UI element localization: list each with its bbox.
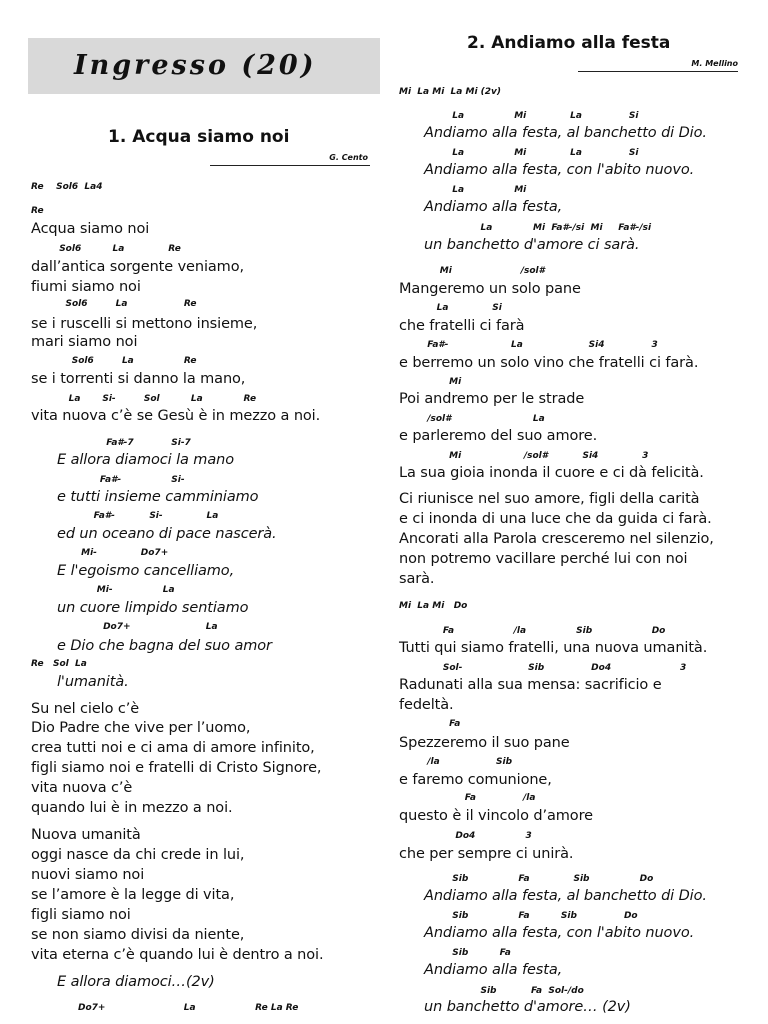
chord-line: Fa#-7 Si-7	[31, 438, 191, 448]
chord-line: Fa /la Sib Do	[399, 626, 666, 636]
lyric-line: E allora diamoci la mano	[57, 452, 234, 468]
chord-line: Do7+ La	[31, 622, 218, 632]
chord-line: Mi	[399, 377, 462, 387]
lyric-line: E l'egoismo cancelliamo,	[57, 563, 235, 579]
lyric-line: l'umanità.	[57, 674, 129, 690]
chord-line: Sib Fa Sol-/do	[399, 986, 584, 996]
lyric-line: vita nuova c’è	[31, 780, 133, 796]
chord-line: Fa#- Si- La	[31, 511, 219, 521]
lyric-line: mari siamo noi	[31, 334, 138, 350]
lyric-line: oggi nasce da chi crede in lui,	[31, 847, 245, 863]
lyric-line: nuovi siamo noi	[31, 867, 145, 883]
lyric-line: Andiamo alla festa, al banchetto di Dio.	[424, 125, 707, 141]
lyric-line: vita eterna c’è quando lui è dentro a noi.	[31, 947, 324, 963]
lyric-line: Radunati alla sua mensa: sacrificio e	[399, 677, 662, 693]
lyric-line: vita nuova c’è se Gesù è in mezzo a noi.	[31, 408, 321, 424]
lyric-line: e Dio che bagna del suo amor	[57, 638, 272, 654]
lyric-line: questo è il vincolo d’amore	[399, 808, 593, 824]
lyric-line: Andiamo alla festa,	[424, 199, 563, 215]
chord-line: Re Sol6 La4	[31, 182, 103, 192]
chord-line: Mi La Mi Do	[399, 601, 468, 611]
chord-line: Mi La Mi La Mi (2v)	[399, 87, 502, 97]
section-title: Ingresso (20)	[74, 50, 317, 81]
chord-line: La Si- Sol La Re	[31, 394, 257, 404]
chord-line: La Si	[399, 303, 502, 313]
lyric-line: che fratelli ci farà	[399, 318, 525, 334]
chord-line: Fa /la	[399, 793, 536, 803]
chord-line: La Mi Fa#-/si Mi Fa#-/si	[399, 223, 652, 233]
chord-line: Mi- La	[31, 585, 175, 595]
lyric-line: Spezzeremo il suo pane	[399, 735, 570, 751]
lyric-line: Poi andremo per le strade	[399, 391, 585, 407]
chord-line: Do7+ La Re La Re	[31, 1003, 299, 1013]
chord-line: Sib Fa Sib Do	[399, 874, 654, 884]
lyric-line: se non siamo divisi da niente,	[31, 927, 245, 943]
song1-title-rule	[210, 165, 370, 166]
chord-line: Mi /sol#	[399, 266, 545, 276]
song2-title-rule	[578, 71, 738, 72]
chord-line: Sol- Sib Do4 3	[399, 663, 687, 673]
chord-line: La Mi	[399, 185, 527, 195]
lyric-line: e ci inonda di una luce che da guida ci farà.	[399, 511, 712, 527]
chord-line: Mi /sol# Si4 3	[399, 451, 649, 461]
chord-line: La Mi La Si	[399, 111, 639, 121]
lyric-line: Ci riunisce nel suo amore, figli della carità	[399, 491, 700, 507]
lyric-line: dall’antica sorgente veniamo,	[31, 259, 244, 275]
chord-line: /sol# La	[399, 414, 545, 424]
chord-line: Sol6 La Re	[31, 244, 181, 254]
song1-author: G. Cento	[329, 153, 368, 162]
lyric-line: crea tutti noi e ci ama di amore infinito,	[31, 740, 315, 756]
lyric-line: un banchetto d'amore… (2v)	[424, 999, 631, 1015]
song2-title: 2. Andiamo alla festa	[467, 33, 671, 53]
lyric-line: Nuova umanità	[31, 827, 141, 843]
chord-line: Mi- Do7+	[31, 548, 169, 558]
lyric-line: La sua gioia inonda il cuore e ci dà felicità.	[399, 465, 704, 481]
lyric-line: Su nel cielo c’è	[31, 701, 140, 717]
chord-line: Fa	[399, 719, 461, 729]
lyric-line: un banchetto d'amore ci sarà.	[424, 237, 640, 253]
lyric-line: e parleremo del suo amore.	[399, 428, 598, 444]
lyric-line: Andiamo alla festa, con l'abito nuovo.	[424, 925, 695, 941]
chord-line: La Mi La Si	[399, 148, 639, 158]
chord-line: Fa#- Si-	[31, 475, 185, 485]
lyric-line: Mangeremo un solo pane	[399, 281, 581, 297]
lyric-line: e tutti insieme camminiamo	[57, 489, 259, 505]
chord-line: Sol6 La Re	[31, 356, 197, 366]
lyric-line: se i torrenti si danno la mano,	[31, 371, 246, 387]
lyric-line: Andiamo alla festa, al banchetto di Dio.	[424, 888, 707, 904]
lyric-line: E allora diamoci…(2v)	[57, 974, 215, 990]
lyric-line: Dio Padre che vive per l’uomo,	[31, 720, 251, 736]
lyric-line: fiumi siamo noi	[31, 279, 141, 295]
lyric-line: che per sempre ci unirà.	[399, 846, 574, 862]
lyric-line: se l’amore è la legge di vita,	[31, 887, 235, 903]
lyric-line: sarà.	[399, 571, 435, 587]
chord-line: Sib Fa	[399, 948, 511, 958]
chord-line: Do4 3	[399, 831, 532, 841]
lyric-line: figli siamo noi e fratelli di Cristo Signore,	[31, 760, 322, 776]
chord-line: Sol6 La Re	[31, 299, 197, 309]
lyric-line: se i ruscelli si mettono insieme,	[31, 316, 258, 332]
chord-line: /la Sib	[399, 757, 513, 767]
lyric-line: Acqua siamo noi	[31, 221, 150, 237]
lyric-line: quando lui è in mezzo a noi.	[31, 800, 233, 816]
song1-title: 1. Acqua siamo noi	[108, 127, 290, 147]
lyric-line: ed un oceano di pace nascerà.	[57, 526, 277, 542]
song2-author: M. Mellino	[691, 59, 738, 68]
lyric-line: e faremo comunione,	[399, 772, 552, 788]
lyric-line: Andiamo alla festa, con l'abito nuovo.	[424, 162, 695, 178]
chord-line: Re	[31, 206, 44, 216]
lyric-line: figli siamo noi	[31, 907, 131, 923]
lyric-line: fedeltà.	[399, 697, 454, 713]
lyric-line: e berremo un solo vino che fratelli ci farà.	[399, 355, 699, 371]
lyric-line: non potremo vacillare perché lui con noi	[399, 551, 688, 567]
lyric-line: un cuore limpido sentiamo	[57, 600, 249, 616]
chord-line: Re Sol La	[31, 659, 87, 669]
lyric-line: Tutti qui siamo fratelli, una nuova umanità.	[399, 640, 708, 656]
lyric-line: Ancorati alla Parola cresceremo nel silenzio,	[399, 531, 714, 547]
chord-line: Sib Fa Sib Do	[399, 911, 638, 921]
lyric-line: Andiamo alla festa,	[424, 962, 563, 978]
chord-line: Fa#- La Si4 3	[399, 340, 658, 350]
